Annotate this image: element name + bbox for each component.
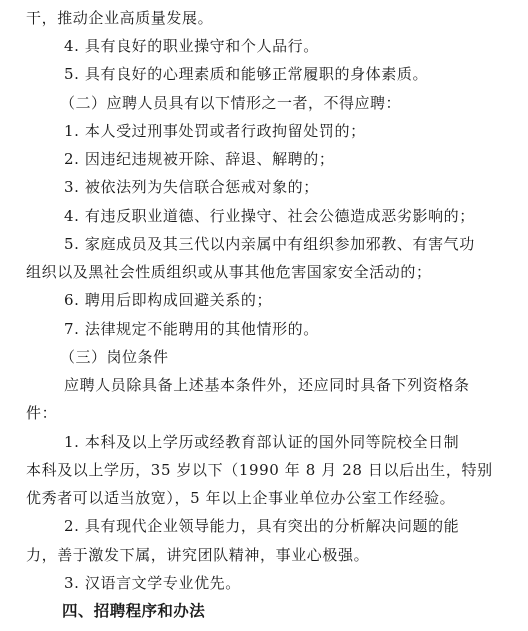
paragraph-continuation: 干，推动企业高质量发展。 — [26, 9, 214, 27]
section-heading-2: （二）应聘人员具有以下情形之一者，不得应聘： — [60, 94, 402, 112]
position-intro: 应聘人员除具备上述基本条件外，还应同时具备下列资格条 — [64, 376, 470, 394]
qualification-item-4: 4. 具有良好的职业操守和个人品行。 — [64, 37, 319, 55]
exclusion-item-4: 4. 有违反职业道德、行业操守、社会公德造成恶劣影响的； — [64, 207, 475, 225]
exclusion-item-1: 1. 本人受过刑事处罚或者行政拘留处罚的； — [64, 122, 366, 140]
exclusion-item-5-continued: 组织以及黑社会性质组织或从事其他危害国家安全活动的； — [26, 263, 432, 281]
exclusion-item-6: 6. 聘用后即构成回避关系的； — [64, 291, 273, 309]
exclusion-item-2: 2. 因违纪违规被开除、辞退、解聘的； — [64, 150, 335, 168]
position-intro-continued: 件： — [26, 404, 58, 422]
qualification-item-5: 5. 具有良好的心理素质和能够正常履职的身体素质。 — [64, 65, 429, 83]
position-item-1: 1. 本科及以上学历或经教育部认证的国外同等院校全日制 — [64, 433, 460, 451]
exclusion-item-7: 7. 法律规定不能聘用的其他情形的。 — [64, 320, 319, 338]
section-heading-4: 四、招聘程序和办法 — [62, 602, 206, 620]
section-heading-3: （三）岗位条件 — [60, 348, 169, 366]
exclusion-item-5: 5. 家庭成员及其三代以内亲属中有组织参加邪教、有害气功 — [64, 235, 475, 253]
position-item-1-continued-a: 本科及以上学历，35 岁以下（1990 年 8 月 28 日以后出生，特别 — [26, 461, 493, 479]
position-item-2-continued: 力，善于激发下属，讲究团队精神，事业心极强。 — [26, 546, 370, 564]
exclusion-item-3: 3. 被依法列为失信联合惩戒对象的； — [64, 178, 319, 196]
position-item-3: 3. 汉语言文学专业优先。 — [64, 574, 241, 592]
position-item-1-continued-b: 优秀者可以适当放宽），5 年以上企事业单位办公室工作经验。 — [26, 489, 456, 507]
position-item-2: 2. 具有现代企业领导能力，具有突出的分析解决问题的能 — [64, 517, 460, 535]
